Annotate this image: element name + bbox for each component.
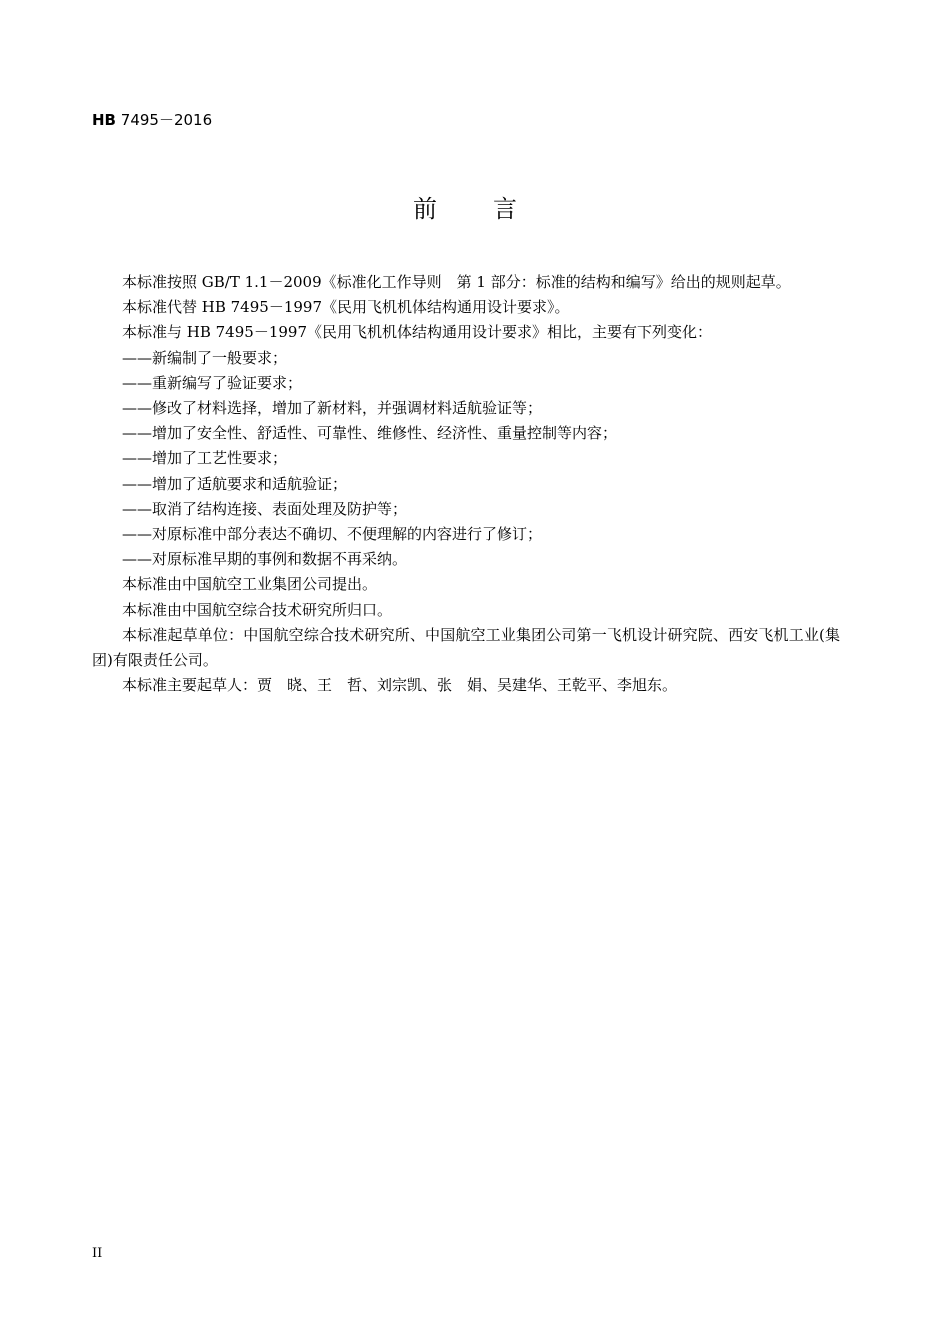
- document-code: [92, 110, 212, 130]
- list-item: ——取消了结构连接、表面处理及防护等；: [122, 499, 408, 518]
- list-item: ——增加了安全性、舒适性、可靠性、维修性、经济性、重量控制等内容；: [122, 424, 618, 443]
- list-item: ——重新编写了验证要求；: [122, 373, 303, 392]
- paragraph-proposer: 本标准由中国航空工业集团公司提出。: [122, 575, 378, 594]
- list-item: ——修改了材料选择，增加了新材料，并强调材料适航验证等；: [122, 399, 543, 418]
- list-item: ——对原标准中部分表达不确切、不便理解的内容进行了修订；: [122, 525, 543, 544]
- page-number: II: [92, 1246, 103, 1261]
- document-code-prefix: HB: [92, 111, 116, 129]
- paragraph-changes-intro: 本标准与 HB 7495－1997《民用飞机机体结构通用设计要求》相比，主要有下列变化：: [122, 323, 712, 342]
- list-item: ——增加了适航要求和适航验证；: [122, 474, 348, 493]
- list-item: ——新编制了一般要求；: [122, 348, 288, 367]
- list-item: ——对原标准早期的事例和数据不再采纳。: [122, 550, 408, 569]
- paragraph-administrator: 本标准由中国航空综合技术研究所归口。: [122, 600, 393, 619]
- paragraph-drafters: 本标准主要起草人：贾 晓、王 哲、刘宗凯、张 娟、吴建华、王乾平、李旭东。: [122, 676, 678, 695]
- document-code-number: 7495－2016: [120, 111, 213, 129]
- foreword-body: [92, 270, 840, 698]
- list-item: ——增加了工艺性要求；: [122, 449, 288, 468]
- paragraph-drafting-rules: 本标准按照 GB/T 1.1－2009《标准化工作导则 第 1 部分：标准的结构和编写》给出的规则起草。: [122, 273, 791, 291]
- paragraph-drafting-units: 本标准起草单位：中国航空综合技术研究所、中国航空工业集团公司第一飞机设计研究院、西安飞机工业(集团)有限责任公司。: [92, 625, 840, 670]
- page-title: 前言: [413, 195, 573, 223]
- paragraph-replaces: 本标准代替 HB 7495－1997《民用飞机机体结构通用设计要求》。: [122, 298, 570, 317]
